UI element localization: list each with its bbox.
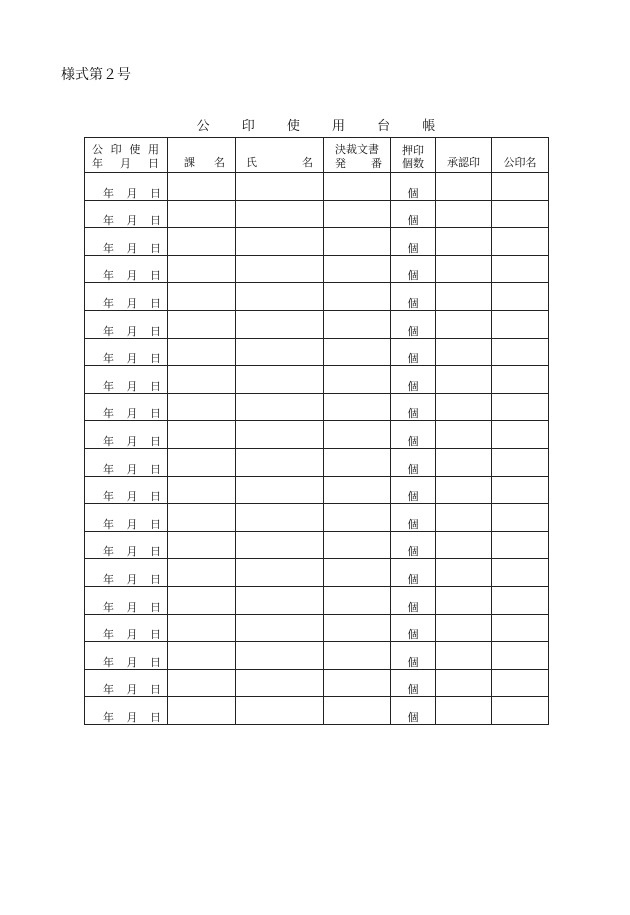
row-decision-number-cell[interactable] <box>324 642 391 670</box>
row-usage-date-cell[interactable] <box>85 448 168 476</box>
row-seal-count-cell[interactable] <box>391 586 436 614</box>
header-name-char: 名 <box>302 156 313 169</box>
table-row <box>85 310 549 338</box>
header-year: 年 <box>92 157 103 170</box>
row-section-cell[interactable] <box>168 669 236 697</box>
row-seal-name-cell[interactable] <box>492 310 549 338</box>
row-month-label: 月 <box>126 490 138 504</box>
row-count-unit-label: 個 <box>407 379 419 393</box>
row-seal-name-cell[interactable] <box>492 559 549 587</box>
row-count-unit-label: 個 <box>407 434 419 448</box>
table-row <box>85 531 549 559</box>
row-month-label: 月 <box>126 296 138 310</box>
row-name-cell[interactable] <box>236 173 324 201</box>
row-name-cell[interactable] <box>236 393 324 421</box>
row-day-label: 日 <box>150 710 161 724</box>
row-month-label: 月 <box>126 269 138 283</box>
row-section-cell[interactable] <box>168 200 236 228</box>
row-count-unit-label: 個 <box>407 683 419 697</box>
row-day-label: 日 <box>150 545 161 559</box>
form-number: 様式第２号 <box>61 67 131 83</box>
row-seal-name-cell[interactable] <box>492 531 549 559</box>
row-seal-count-cell[interactable] <box>391 614 436 642</box>
row-count-unit-label: 個 <box>407 269 419 283</box>
row-usage-date-cell[interactable] <box>85 310 168 338</box>
row-seal-count-cell[interactable] <box>391 559 436 587</box>
row-usage-date-cell[interactable] <box>85 504 168 532</box>
row-seal-count-cell[interactable] <box>391 531 436 559</box>
row-day-label: 日 <box>150 434 161 448</box>
row-decision-number-cell[interactable] <box>324 255 391 283</box>
row-name-cell[interactable] <box>236 669 324 697</box>
table-row <box>85 642 549 670</box>
row-usage-date-cell[interactable] <box>85 200 168 228</box>
header-section-char: 名 <box>214 156 225 169</box>
row-decision-number-cell[interactable] <box>324 173 391 201</box>
row-year-label: 年 <box>103 269 114 283</box>
row-count-unit-label: 個 <box>407 710 419 724</box>
table-row <box>85 448 549 476</box>
row-seal-count-cell[interactable] <box>391 504 436 532</box>
row-year-label: 年 <box>103 296 114 310</box>
row-usage-date-cell[interactable] <box>85 531 168 559</box>
seal-usage-ledger-table <box>84 137 549 725</box>
row-approval-seal-cell[interactable] <box>436 338 492 366</box>
row-usage-date-cell[interactable] <box>85 228 168 256</box>
row-count-unit-label: 個 <box>407 655 419 669</box>
row-day-label: 日 <box>150 572 161 586</box>
header-usage-date <box>85 138 168 173</box>
row-count-unit-label: 個 <box>407 186 419 200</box>
header-usage-date-char: 印 <box>110 143 122 156</box>
row-name-cell[interactable] <box>236 255 324 283</box>
row-approval-seal-cell[interactable] <box>436 614 492 642</box>
row-usage-date-cell[interactable] <box>85 559 168 587</box>
row-month-label: 月 <box>126 462 138 476</box>
row-name-cell[interactable] <box>236 614 324 642</box>
row-decision-number-cell[interactable] <box>324 669 391 697</box>
table-row <box>85 228 549 256</box>
row-count-unit-label: 個 <box>407 462 419 476</box>
header-number-char: 番 <box>371 157 382 170</box>
row-seal-count-cell[interactable] <box>391 476 436 504</box>
row-count-unit-label: 個 <box>407 214 419 228</box>
row-year-label: 年 <box>103 600 114 614</box>
row-decision-number-cell[interactable] <box>324 476 391 504</box>
row-decision-number-cell[interactable] <box>324 531 391 559</box>
row-seal-count-cell[interactable] <box>391 421 436 449</box>
row-name-cell[interactable] <box>236 283 324 311</box>
row-day-label: 日 <box>150 324 161 338</box>
header-day: 日 <box>148 157 159 170</box>
row-section-cell[interactable] <box>168 448 236 476</box>
row-day-label: 日 <box>150 352 161 366</box>
row-year-label: 年 <box>103 683 114 697</box>
row-name-cell[interactable] <box>236 338 324 366</box>
row-seal-name-cell[interactable] <box>492 614 549 642</box>
row-name-cell[interactable] <box>236 642 324 670</box>
header-section-name <box>168 138 236 173</box>
row-section-cell[interactable] <box>168 531 236 559</box>
row-name-cell[interactable] <box>236 697 324 725</box>
table-row <box>85 697 549 725</box>
row-seal-name-cell[interactable] <box>492 255 549 283</box>
table-row <box>85 366 549 394</box>
row-seal-name-cell[interactable] <box>492 642 549 670</box>
row-approval-seal-cell[interactable] <box>436 448 492 476</box>
row-day-label: 日 <box>150 490 161 504</box>
table-row <box>85 586 549 614</box>
row-day-label: 日 <box>150 407 161 421</box>
row-count-unit-label: 個 <box>407 352 419 366</box>
row-year-label: 年 <box>103 572 114 586</box>
row-seal-name-cell[interactable] <box>492 669 549 697</box>
row-decision-number-cell[interactable] <box>324 228 391 256</box>
row-name-cell[interactable] <box>236 504 324 532</box>
row-year-label: 年 <box>103 655 114 669</box>
row-seal-name-cell[interactable] <box>492 200 549 228</box>
row-count-unit-label: 個 <box>407 545 419 559</box>
table-row <box>85 255 549 283</box>
row-section-cell[interactable] <box>168 504 236 532</box>
row-section-cell[interactable] <box>168 283 236 311</box>
row-month-label: 月 <box>126 407 138 421</box>
row-month-label: 月 <box>126 572 138 586</box>
header-section-char: 課 <box>184 156 195 169</box>
row-seal-count-cell[interactable] <box>391 669 436 697</box>
row-name-cell[interactable] <box>236 310 324 338</box>
row-decision-number-cell[interactable] <box>324 366 391 394</box>
header-usage-date-char: 使 <box>129 143 141 156</box>
row-decision-number-cell[interactable] <box>324 338 391 366</box>
row-usage-date-cell[interactable] <box>85 586 168 614</box>
row-year-label: 年 <box>103 517 114 531</box>
row-decision-number-cell[interactable] <box>324 586 391 614</box>
row-count-unit-label: 個 <box>407 241 419 255</box>
row-year-label: 年 <box>103 490 114 504</box>
row-count-unit-label: 個 <box>407 407 419 421</box>
row-decision-number-cell[interactable] <box>324 559 391 587</box>
row-approval-seal-cell[interactable] <box>436 642 492 670</box>
row-year-label: 年 <box>103 628 114 642</box>
row-name-cell[interactable] <box>236 559 324 587</box>
row-name-cell[interactable] <box>236 476 324 504</box>
row-name-cell[interactable] <box>236 366 324 394</box>
row-usage-date-cell[interactable] <box>85 421 168 449</box>
row-seal-name-cell[interactable] <box>492 228 549 256</box>
header-seal-count <box>391 138 436 173</box>
row-seal-count-cell[interactable] <box>391 697 436 725</box>
row-section-cell[interactable] <box>168 476 236 504</box>
row-seal-name-cell[interactable] <box>492 448 549 476</box>
table-row <box>85 504 549 532</box>
row-month-label: 月 <box>126 710 138 724</box>
document-title: 公 印 使 用 台 帳 <box>196 119 450 134</box>
row-approval-seal-cell[interactable] <box>436 173 492 201</box>
row-month-label: 月 <box>126 628 138 642</box>
row-seal-count-cell[interactable] <box>391 283 436 311</box>
row-month-label: 月 <box>126 545 138 559</box>
row-approval-seal-cell[interactable] <box>436 586 492 614</box>
table-row <box>85 421 549 449</box>
row-seal-name-cell[interactable] <box>492 338 549 366</box>
table-row <box>85 614 549 642</box>
row-approval-seal-cell[interactable] <box>436 669 492 697</box>
table-row <box>85 393 549 421</box>
header-approval-seal: 承認印 <box>436 138 492 173</box>
table-row <box>85 476 549 504</box>
row-year-label: 年 <box>103 710 114 724</box>
row-year-label: 年 <box>103 545 114 559</box>
row-section-cell[interactable] <box>168 614 236 642</box>
row-seal-count-cell[interactable] <box>391 393 436 421</box>
row-approval-seal-cell[interactable] <box>436 531 492 559</box>
row-seal-count-cell[interactable] <box>391 448 436 476</box>
row-count-unit-label: 個 <box>407 296 419 310</box>
row-year-label: 年 <box>103 324 114 338</box>
row-count-unit-label: 個 <box>407 600 419 614</box>
row-day-label: 日 <box>150 517 161 531</box>
row-year-label: 年 <box>103 352 114 366</box>
row-seal-name-cell[interactable] <box>492 393 549 421</box>
table-row <box>85 173 549 201</box>
row-name-cell[interactable] <box>236 228 324 256</box>
header-seal-name: 公印名 <box>492 138 549 173</box>
header-name-char: 氏 <box>246 156 257 169</box>
row-count-unit-label: 個 <box>407 572 419 586</box>
row-day-label: 日 <box>150 269 161 283</box>
row-day-label: 日 <box>150 379 161 393</box>
row-usage-date-cell[interactable] <box>85 642 168 670</box>
row-approval-seal-cell[interactable] <box>436 228 492 256</box>
row-month-label: 月 <box>126 655 138 669</box>
row-section-cell[interactable] <box>168 559 236 587</box>
row-month-label: 月 <box>126 241 138 255</box>
row-seal-count-cell[interactable] <box>391 310 436 338</box>
header-decision-document-number <box>324 138 391 173</box>
row-seal-count-cell[interactable] <box>391 642 436 670</box>
row-year-label: 年 <box>103 462 114 476</box>
row-decision-number-cell[interactable] <box>324 421 391 449</box>
row-year-label: 年 <box>103 379 114 393</box>
row-day-label: 日 <box>150 600 161 614</box>
row-count-unit-label: 個 <box>407 324 419 338</box>
row-approval-seal-cell[interactable] <box>436 255 492 283</box>
row-decision-number-cell[interactable] <box>324 448 391 476</box>
row-month-label: 月 <box>126 352 138 366</box>
row-approval-seal-cell[interactable] <box>436 393 492 421</box>
row-month-label: 月 <box>126 683 138 697</box>
row-usage-date-cell[interactable] <box>85 338 168 366</box>
row-section-cell[interactable] <box>168 228 236 256</box>
row-usage-date-cell[interactable] <box>85 393 168 421</box>
row-section-cell[interactable] <box>168 173 236 201</box>
row-approval-seal-cell[interactable] <box>436 283 492 311</box>
row-usage-date-cell[interactable] <box>85 614 168 642</box>
row-section-cell[interactable] <box>168 255 236 283</box>
row-decision-number-cell[interactable] <box>324 200 391 228</box>
row-day-label: 日 <box>150 683 161 697</box>
row-decision-number-cell[interactable] <box>324 310 391 338</box>
row-year-label: 年 <box>103 241 114 255</box>
row-seal-count-cell[interactable] <box>391 228 436 256</box>
row-decision-number-cell[interactable] <box>324 614 391 642</box>
header-month: 月 <box>120 157 131 170</box>
row-day-label: 日 <box>150 462 161 476</box>
row-section-cell[interactable] <box>168 310 236 338</box>
table-row <box>85 669 549 697</box>
row-section-cell[interactable] <box>168 421 236 449</box>
row-approval-seal-cell[interactable] <box>436 200 492 228</box>
row-day-label: 日 <box>150 628 161 642</box>
row-approval-seal-cell[interactable] <box>436 310 492 338</box>
row-month-label: 月 <box>126 434 138 448</box>
row-day-label: 日 <box>150 241 161 255</box>
row-month-label: 月 <box>126 186 138 200</box>
table-row <box>85 200 549 228</box>
row-approval-seal-cell[interactable] <box>436 559 492 587</box>
header-decision-document: 決裁文書 <box>335 143 379 156</box>
row-day-label: 日 <box>150 655 161 669</box>
header-usage-date-char: 用 <box>147 143 159 156</box>
row-seal-name-cell[interactable] <box>492 476 549 504</box>
table-row <box>85 283 549 311</box>
row-section-cell[interactable] <box>168 393 236 421</box>
row-seal-count-cell[interactable] <box>391 366 436 394</box>
row-decision-number-cell[interactable] <box>324 504 391 532</box>
row-decision-number-cell[interactable] <box>324 393 391 421</box>
header-person-name <box>236 138 324 173</box>
row-seal-count-cell[interactable] <box>391 173 436 201</box>
row-seal-name-cell[interactable] <box>492 697 549 725</box>
row-approval-seal-cell[interactable] <box>436 366 492 394</box>
row-year-label: 年 <box>103 186 114 200</box>
header-usage-date-char: 公 <box>92 143 103 156</box>
row-month-label: 月 <box>126 517 138 531</box>
row-name-cell[interactable] <box>236 200 324 228</box>
row-usage-date-cell[interactable] <box>85 697 168 725</box>
row-day-label: 日 <box>150 186 161 200</box>
row-usage-date-cell[interactable] <box>85 283 168 311</box>
row-year-label: 年 <box>103 407 114 421</box>
table-row <box>85 338 549 366</box>
row-seal-count-cell[interactable] <box>391 338 436 366</box>
row-year-label: 年 <box>103 434 114 448</box>
row-name-cell[interactable] <box>236 448 324 476</box>
row-name-cell[interactable] <box>236 531 324 559</box>
row-month-label: 月 <box>126 214 138 228</box>
row-count-unit-label: 個 <box>407 628 419 642</box>
row-seal-name-cell[interactable] <box>492 421 549 449</box>
row-seal-name-cell[interactable] <box>492 586 549 614</box>
row-decision-number-cell[interactable] <box>324 697 391 725</box>
table-row <box>85 559 549 587</box>
row-section-cell[interactable] <box>168 697 236 725</box>
row-usage-date-cell[interactable] <box>85 476 168 504</box>
row-section-cell[interactable] <box>168 338 236 366</box>
header-row <box>85 138 549 173</box>
row-seal-name-cell[interactable] <box>492 283 549 311</box>
row-seal-count-cell[interactable] <box>391 255 436 283</box>
row-seal-name-cell[interactable] <box>492 504 549 532</box>
row-seal-name-cell[interactable] <box>492 173 549 201</box>
row-approval-seal-cell[interactable] <box>436 476 492 504</box>
row-approval-seal-cell[interactable] <box>436 504 492 532</box>
row-decision-number-cell[interactable] <box>324 283 391 311</box>
row-usage-date-cell[interactable] <box>85 173 168 201</box>
row-usage-date-cell[interactable] <box>85 669 168 697</box>
header-seal-press: 押印 <box>402 144 424 157</box>
row-seal-name-cell[interactable] <box>492 366 549 394</box>
row-day-label: 日 <box>150 296 161 310</box>
row-approval-seal-cell[interactable] <box>436 697 492 725</box>
row-month-label: 月 <box>126 324 138 338</box>
row-month-label: 月 <box>126 600 138 614</box>
row-name-cell[interactable] <box>236 586 324 614</box>
row-section-cell[interactable] <box>168 586 236 614</box>
row-count-unit-label: 個 <box>407 490 419 504</box>
row-usage-date-cell[interactable] <box>85 255 168 283</box>
row-count-unit-label: 個 <box>407 517 419 531</box>
row-name-cell[interactable] <box>236 421 324 449</box>
row-month-label: 月 <box>126 379 138 393</box>
header-issue-char: 発 <box>335 157 346 170</box>
row-seal-count-cell[interactable] <box>391 200 436 228</box>
row-section-cell[interactable] <box>168 366 236 394</box>
ledger-body <box>85 173 549 725</box>
row-approval-seal-cell[interactable] <box>436 421 492 449</box>
row-section-cell[interactable] <box>168 642 236 670</box>
row-day-label: 日 <box>150 214 161 228</box>
header-count: 個数 <box>402 157 424 170</box>
row-year-label: 年 <box>103 214 114 228</box>
row-usage-date-cell[interactable] <box>85 366 168 394</box>
